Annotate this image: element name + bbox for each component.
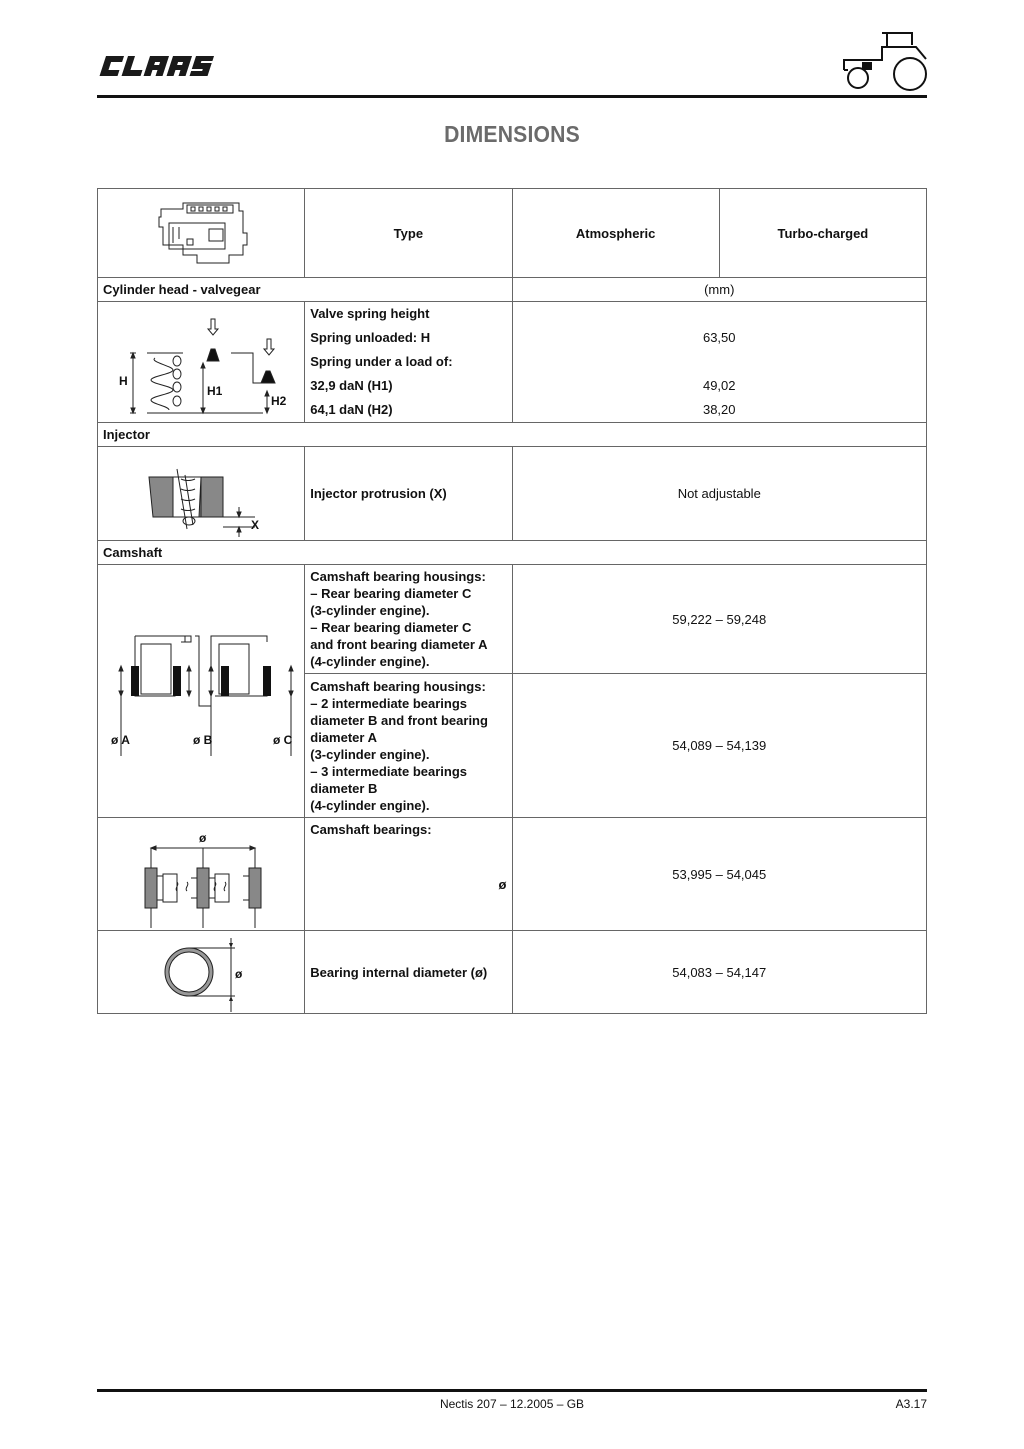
camshaft-bearings-label: Camshaft bearings: xyxy=(310,822,432,837)
table-row xyxy=(98,447,927,541)
row-label: Valve spring height xyxy=(310,306,430,321)
label-h: H xyxy=(119,374,128,388)
row-label: 32,9 daN (H1) xyxy=(310,378,393,393)
bearing-internal-label: Bearing internal diameter (ø) xyxy=(305,931,512,1014)
line: – Rear bearing diameter C xyxy=(310,620,472,635)
injector-protrusion-label: Injector protrusion (X) xyxy=(305,447,512,541)
engine-icon xyxy=(151,197,251,269)
label-dia-b: ø B xyxy=(193,733,213,747)
bearing-internal-figure-cell xyxy=(98,931,305,1014)
line: (4-cylinder engine). xyxy=(310,654,430,669)
label-dia-a: ø A xyxy=(111,733,131,747)
section-row-cylinder-head xyxy=(98,278,927,302)
row-value xyxy=(513,302,927,326)
housings-2-value: 54,089 – 54,139 xyxy=(512,674,927,818)
column-type: Type xyxy=(305,189,512,278)
page-title: DIMENSIONS xyxy=(444,121,580,147)
row-label: 64,1 daN (H2) xyxy=(310,402,393,417)
column-turbo-charged: Turbo-charged xyxy=(719,189,926,278)
line: and front bearing diameter A xyxy=(310,637,488,652)
table-row xyxy=(98,931,927,1014)
bearing-ring-icon xyxy=(101,932,301,1012)
label-h1: H1 xyxy=(207,384,223,398)
claas-logo xyxy=(97,53,215,79)
line: – 2 intermediate bearings xyxy=(310,695,468,711)
line: diameter B xyxy=(310,780,378,796)
camshaft-bearings-figure-cell xyxy=(98,818,305,931)
label-dia: ø xyxy=(235,967,243,981)
housings-2-label xyxy=(305,674,512,818)
row-label: Spring under a load of: xyxy=(310,354,453,369)
row-label: Spring unloaded: H xyxy=(310,330,431,345)
table-row xyxy=(98,818,927,931)
section-title: Injector xyxy=(98,423,927,447)
section-row-camshaft xyxy=(98,541,927,565)
line: Camshaft bearing housings: xyxy=(310,678,486,694)
line: (3-cylinder engine). xyxy=(310,603,430,618)
camshaft-bearings-value: 53,995 – 54,045 xyxy=(512,818,927,931)
camshaft-housing-icon xyxy=(101,626,301,756)
row-value xyxy=(513,350,927,374)
label-dia: ø xyxy=(199,831,207,845)
tractor-outline-icon xyxy=(840,30,930,92)
column-atmospheric: Atmospheric xyxy=(512,189,719,278)
label-x: X xyxy=(251,517,260,532)
housings-1-value: 59,222 – 59,248 xyxy=(512,565,927,674)
row-value: 38,20 xyxy=(702,402,736,417)
section-title: Camshaft xyxy=(98,541,927,565)
row-value: 49,02 xyxy=(702,378,736,393)
section-row-injector xyxy=(98,423,927,447)
label-h2: H2 xyxy=(271,394,287,408)
injector-protrusion-value: Not adjustable xyxy=(512,447,927,541)
bearing-internal-value: 54,083 – 54,147 xyxy=(512,931,927,1014)
valve-spring-labels xyxy=(305,302,512,423)
header-rule xyxy=(97,95,927,98)
engine-figure-cell xyxy=(98,189,305,278)
footer-doc-ref: Nectis 207 – 12.2005 – GB xyxy=(439,1397,585,1411)
camshaft-bearings-icon xyxy=(101,820,301,928)
section-title: Cylinder head - valvegear xyxy=(98,278,513,302)
diameter-symbol: ø xyxy=(498,877,507,892)
line: – Rear bearing diameter C xyxy=(310,586,472,601)
unit-label: (mm) xyxy=(512,278,927,302)
camshaft-housing-figure-cell xyxy=(98,565,305,818)
table-header-row xyxy=(98,189,927,278)
housings-1-label xyxy=(305,565,512,674)
line: (4-cylinder engine). xyxy=(310,797,430,813)
valve-spring-figure-cell xyxy=(98,302,305,423)
dimensions-table xyxy=(97,188,927,1014)
label-dia-c: ø C xyxy=(273,733,293,747)
line: diameter A xyxy=(310,729,377,745)
line: (3-cylinder engine). xyxy=(310,746,430,762)
table-row xyxy=(98,302,927,423)
table-row xyxy=(98,565,927,674)
page-number: A3.17 xyxy=(895,1397,927,1411)
row-value: 63,50 xyxy=(702,330,736,345)
line: – 3 intermediate bearings xyxy=(310,763,468,779)
camshaft-bearings-cell xyxy=(305,818,512,931)
footer-rule xyxy=(97,1389,927,1392)
injector-figure-cell xyxy=(98,447,305,541)
line: diameter B and front bearing xyxy=(310,712,488,728)
line: Camshaft bearing housings: xyxy=(310,569,486,584)
valve-spring-icon xyxy=(101,303,301,421)
injector-icon xyxy=(101,449,301,539)
valve-spring-values xyxy=(512,302,927,423)
